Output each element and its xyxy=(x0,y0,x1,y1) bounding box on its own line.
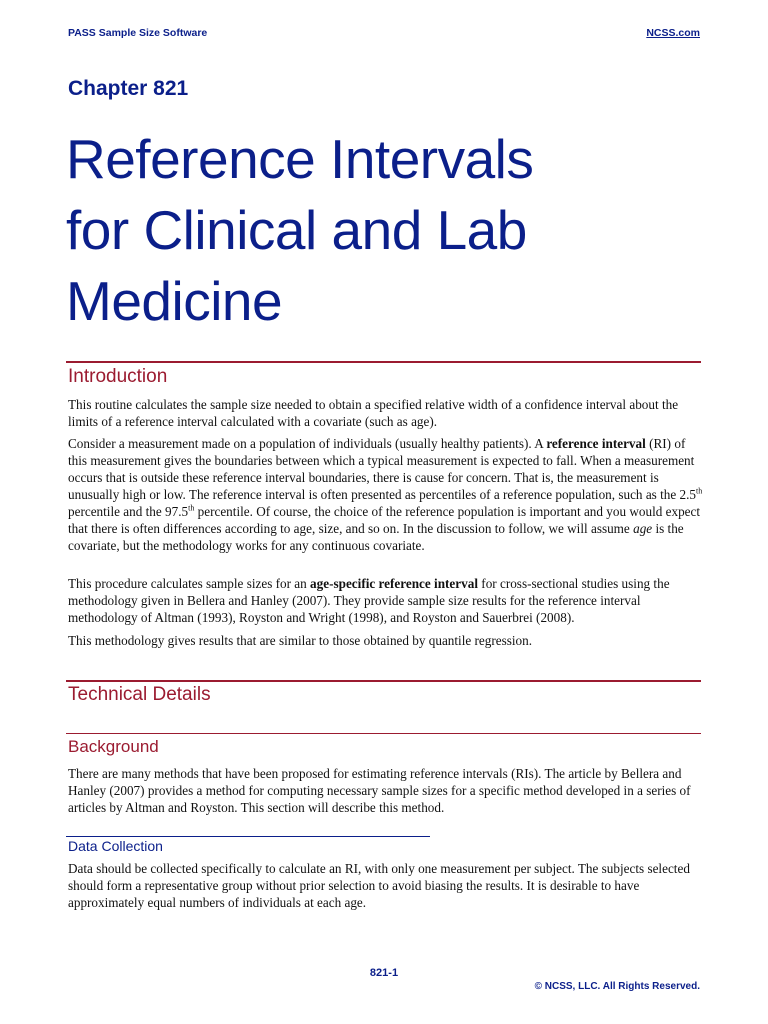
text-run: Consider a measurement made on a population of individuals (usually healthy patients). A xyxy=(68,436,547,451)
subsubsection-divider xyxy=(66,836,430,837)
copyright-notice: © NCSS, LLC. All Rights Reserved. xyxy=(534,981,700,992)
term-reference-interval: reference interval xyxy=(546,436,646,451)
text-run: This procedure calculates sample sizes for an xyxy=(68,576,311,591)
text-run: (RI) of this measurement gives the boundaries between which a typical measurement is expected to fall. When a measurement occurs that is outside these reference interval boundaries, there is cause for concern. That is, the measurement is unusually high or low. The reference interval is often presented as percentiles of a reference population, such as the 2.5 xyxy=(68,436,697,502)
section-divider xyxy=(66,361,701,363)
superscript: th xyxy=(188,503,195,513)
technical-details-heading: Technical Details xyxy=(68,684,211,705)
superscript: th xyxy=(696,486,703,496)
title-line-1: Reference Intervals xyxy=(66,128,534,190)
introduction-heading: Introduction xyxy=(68,366,168,387)
text-run: percentile and the 97.5 xyxy=(68,504,189,519)
term-age: age xyxy=(633,521,653,536)
intro-paragraph-3 xyxy=(68,575,704,626)
intro-paragraph-4: This methodology gives results that are similar to those obtained by quantile regression. xyxy=(68,633,533,648)
term-age-specific-ri: age-specific reference interval xyxy=(310,576,478,591)
text-run: percentile. Of course, the choice of the reference population is important and you would expect that there is often differences according to age, size, and so on. In the discussion to follow, we will assume xyxy=(68,504,701,536)
data-collection-paragraph: Data should be collected specifically to calculate an RI, with only one measurement per subject. The subjects selected should form a representative group without prior selection to avoid biasing the results. It is desirable to have approximately equal numbers of individuals at each age. xyxy=(68,861,690,910)
text-run: is the covariate, but the methodology works for any continuous covariate. xyxy=(68,521,684,553)
background-paragraph: There are many methods that have been proposed for estimating reference intervals (RIs). The article by Bellera and Hanley (2007) provides a method for computing necessary sample sizes for a specific method developed in a series of articles by Altman and Royston. This section will describe this method. xyxy=(68,766,691,815)
text-run: for cross-sectional studies using the methodology given in Bellera and Hanley (2007). They provide sample size results for the reference interval methodology of Altman (1993), Royston and Wright (1998), and Royston and Sauerbrei (2008). xyxy=(68,576,670,625)
subsection-divider xyxy=(66,733,701,734)
ncss-link[interactable]: NCSS.com xyxy=(646,27,700,39)
section-divider xyxy=(66,680,701,682)
page-number: 821-1 xyxy=(369,967,399,979)
title-line-2: for Clinical and Lab xyxy=(66,199,527,261)
running-header-left: PASS Sample Size Software xyxy=(68,27,208,39)
chapter-number: Chapter 821 xyxy=(68,77,189,100)
data-collection-heading: Data Collection xyxy=(68,838,163,854)
background-heading: Background xyxy=(68,737,159,756)
intro-paragraph-2 xyxy=(68,435,704,554)
intro-paragraph-1: This routine calculates the sample size needed to obtain a specified relative width of a confidence interval about the limits of a reference interval calculated with a covariate (such as age). xyxy=(68,397,679,429)
title-line-3: Medicine xyxy=(66,270,283,332)
page-title xyxy=(66,124,706,337)
